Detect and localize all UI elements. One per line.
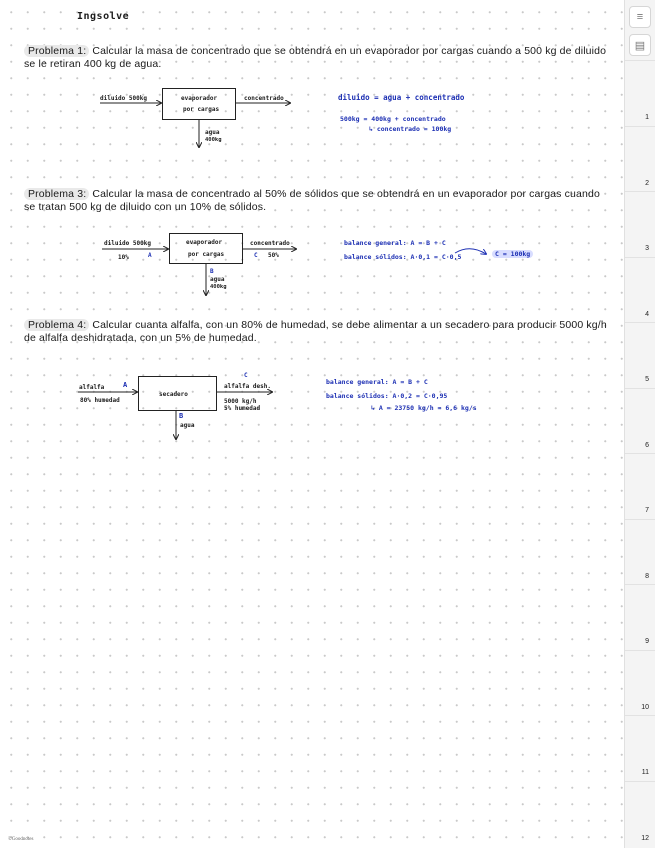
page-title: Ingsolve [77,11,130,22]
p3-input-percent: 10% [118,254,129,261]
page-sidebar [624,0,655,848]
p1-equation-2: 500kg = 400kg + concentrado [340,115,446,123]
page-tab[interactable]: 9 [645,638,649,645]
p3-equation-1: balance general: A = B + C [344,239,446,247]
page-tab[interactable]: 11 [641,769,649,776]
p3-result: C = 100kg [492,250,533,258]
p4-box-label: secadero [159,391,188,398]
p3-box-line1: evaporador [186,239,223,246]
p4-output-rate: 5000 kg/h [224,398,257,405]
page-tab-separator [625,191,655,192]
p3-stream-c: C [254,252,258,259]
p3-water-label: agua [210,276,225,283]
page-tab[interactable]: 5 [645,376,649,383]
problem-4-body: Calcular cuanta alfalfa, con un 80% de humedad, se debe alimentar a un secadero para producir 5000 kg/h de alfalfa deshidratada, con un 5% de humedad. [24,319,607,344]
p1-box-line2: por cargas [183,106,220,113]
page-tab-separator [625,519,655,520]
page-tab[interactable]: 4 [645,310,649,318]
page-tab-separator [625,126,655,127]
menu-icon[interactable]: ≡ [629,6,651,28]
page-tab-separator [625,388,655,389]
p4-input-humidity: 80% humedad [80,397,120,404]
page-tab-separator [625,781,655,782]
page-tab-separator [625,584,655,585]
page-tab-separator [625,60,655,61]
p3-evaporator-box [169,233,243,264]
page-tab[interactable]: 10 [641,703,649,711]
notes-icon[interactable]: ▤ [629,34,651,56]
page-tab-separator [625,257,655,258]
p4-dryer-box [138,376,217,411]
p4-equation-2: balance sólidos: A·0,2 = C·0,95 [326,392,448,400]
p1-box-line1: evaporador [181,95,218,102]
p3-output-percent: 50% [268,252,279,259]
p4-equation-1: balance general: A = B + C [326,378,428,386]
p3-equation-2: balance sólidos: A·0,1 = C·0,5 [344,253,462,261]
page-tab-separator [625,453,655,454]
p3-stream-b: B [210,268,214,275]
page-tab[interactable]: 1 [645,114,649,121]
p1-water-mass: 400kg [205,137,222,143]
p3-stream-a: A [148,252,152,259]
p3-output-label: concentrado [250,240,290,247]
p4-equation-3: ↳ A = 23750 kg/h = 6,6 kg/s [371,404,477,412]
page-tab-separator [625,650,655,651]
page-tab-separator [625,322,655,323]
p4-stream-c: C [244,372,248,379]
page-tab[interactable]: 7 [645,507,649,514]
p3-box-line2: por cargas [188,251,225,258]
p1-equation-1: diluido = agua + concentrado [338,93,465,102]
p3-water-mass: 400kg [210,284,227,290]
p3-input-label: diluido 500kg [104,240,151,247]
p4-output-humidity: 5% humedad [224,405,261,412]
p4-stream-b: B [179,412,184,420]
p1-equation-3: ↳ concentrado = 100kg [369,125,452,133]
p1-input-label: diluido 500kg [100,95,147,102]
page-tab[interactable]: 2 [645,179,649,187]
p4-water-label: agua [180,422,195,429]
page-tab[interactable]: 12 [641,834,649,842]
p4-output-label: alfalfa desh. [224,383,271,390]
problem-1-text [24,45,614,71]
footer-brand: ©Goodnotes [8,837,34,842]
p4-stream-a: A [123,381,128,389]
p4-input-label: alfalfa [79,384,105,391]
p1-output-label: concentrado [244,95,284,102]
problem-3-body: Calcular la masa de concentrado al 50% de sólidos que se obtendrá en un evaporador por cargas cuando se tratan 500 kg de diluido con un 10% de sólidos. [24,188,600,213]
p1-water-label: agua [205,129,220,136]
page-tab[interactable]: 3 [645,245,649,252]
page-tab-separator [625,715,655,716]
problem-3-number: Problema 3: [24,188,89,200]
p1-evaporator-box [162,88,236,120]
problem-1-number: Problema 1: [24,45,89,57]
problem-4-number: Problema 4: [24,319,89,331]
page-tab[interactable]: 6 [645,441,649,449]
page-tab[interactable]: 8 [645,572,649,580]
problem-4-text [24,319,614,345]
problem-3-text [24,188,614,214]
problem-1-body: Calcular la masa de concentrado que se obtendrá en un evaporador por cargas cuando a 500 kg de diluido se le retiran 400 kg de agua. [24,45,607,70]
